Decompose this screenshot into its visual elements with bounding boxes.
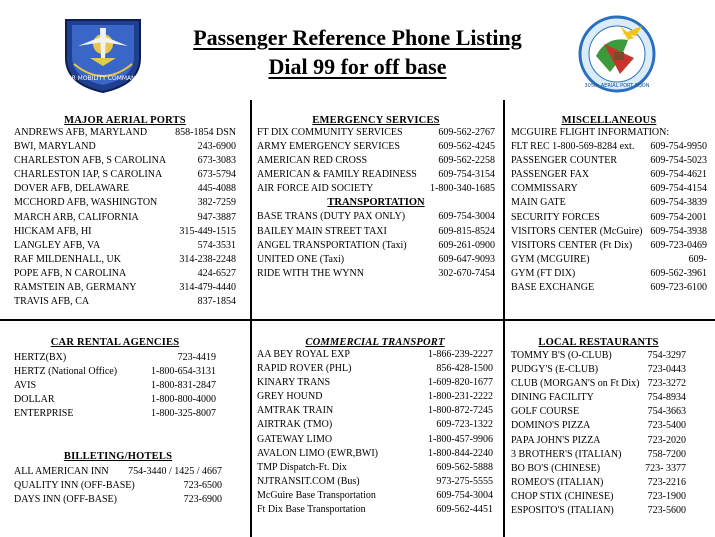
- listing-phone: 856-428-1500: [436, 363, 493, 375]
- listing-name: CHARLESTON AFB, S CAROLINA: [14, 155, 167, 167]
- listing-name: AIRTRAK (TMO): [257, 419, 333, 431]
- listing-name: RAPID ROVER (PHL): [257, 363, 352, 375]
- listing-row: [511, 504, 686, 518]
- listing-row: [257, 267, 495, 281]
- listing-name: BO BO'S (CHINESE): [511, 462, 601, 474]
- section-title: CAR RENTAL AGENCIES: [50, 337, 180, 348]
- listing-phone: 609-: [688, 253, 707, 265]
- listing-name: FLT REC 1-800-569-8284 ext.: [511, 141, 635, 153]
- listing-row: [14, 465, 222, 479]
- page-subtitle: Dial 99 for off base: [268, 54, 447, 79]
- listing-phone: 609-754-4621: [650, 169, 707, 181]
- listing-phone: 1-800-340-1685: [430, 183, 495, 195]
- listing-row: [511, 462, 686, 476]
- listing-name: GATEWAY LIMO: [257, 433, 333, 445]
- listing-row: [257, 475, 493, 489]
- listing-row: [14, 126, 236, 140]
- listing-row: [14, 239, 236, 253]
- aerial-port-squadron-logo: [576, 14, 658, 94]
- listing-row: [511, 363, 686, 377]
- local-restaurants-section: [511, 337, 686, 518]
- listing-name: DOMINO'S PIZZA: [511, 420, 591, 432]
- listing-name: MCCHORD AFB, WASHINGTON: [14, 197, 158, 209]
- listing-name: UNITED ONE (Taxi): [257, 253, 345, 265]
- listing-row: [257, 447, 493, 461]
- listing-phone: 754-3440 / 1425 / 4667: [128, 466, 222, 477]
- listing-row: [14, 154, 236, 168]
- listing-phone: 1-800-231-2222: [428, 391, 493, 403]
- listing-row: [257, 210, 495, 224]
- section-title: BILLETING/HOTELS: [63, 451, 173, 462]
- listing-name: McGuire Base Transportation: [257, 489, 376, 501]
- listing-phone: 723-1900: [647, 490, 686, 502]
- listing-phone: 723-2020: [647, 434, 686, 446]
- listing-phone: 1-866-239-2227: [428, 349, 493, 360]
- listing-row: [511, 349, 686, 363]
- listing-phone: 723-0443: [647, 364, 686, 376]
- listing-row: [511, 225, 707, 239]
- car-rental-section: [14, 337, 216, 421]
- listing-name: PUDGY'S (E-CLUB): [511, 364, 599, 376]
- listing-row: [257, 418, 493, 432]
- listing-name: DOLLAR: [14, 394, 55, 406]
- listing-row: [511, 448, 686, 462]
- listing-phone: 609-562-2767: [438, 127, 495, 138]
- listing-row: [511, 196, 707, 210]
- listing-row: [257, 168, 495, 182]
- listing-name: TOMMY B'S (O-CLUB): [511, 350, 612, 361]
- listing-phone: 723-3272: [647, 378, 686, 390]
- listing-row: [511, 253, 707, 267]
- listing-name: GYM (MCGUIRE): [511, 253, 590, 265]
- listing-phone: 754-8934: [647, 392, 686, 404]
- listing-phone: 609-261-0900: [438, 239, 495, 251]
- listing-row: [257, 225, 495, 239]
- listing-row: [511, 154, 707, 168]
- miscellaneous-section: [511, 115, 707, 295]
- listing-phone: 609-723-6100: [650, 282, 707, 294]
- listing-phone: 973-275-5555: [436, 475, 493, 487]
- listing-phone: 314-479-4440: [179, 282, 236, 294]
- listing-phone: 609-562-3961: [650, 267, 707, 279]
- listing-phone: 609-754-3154: [438, 169, 495, 181]
- listing-row: [257, 433, 493, 447]
- listing-row: [14, 253, 236, 267]
- listing-phone: 723-5600: [647, 505, 686, 517]
- listing-name: DINING FACILITY: [511, 392, 594, 404]
- listing-row: [511, 476, 686, 490]
- listing-row: [511, 405, 686, 419]
- listing-row: [257, 503, 493, 517]
- listing-name: AVIS: [14, 380, 37, 392]
- listing-name: COMMISSARY: [511, 183, 578, 195]
- listing-phone: 243-6900: [197, 141, 236, 153]
- listing-name: RAMSTEIN AB, GERMANY: [14, 282, 137, 294]
- listing-name: AMERICAN RED CROSS: [257, 155, 368, 167]
- listing-row: [14, 225, 236, 239]
- listing-phone: 609-723-1322: [436, 419, 493, 431]
- listing-name: ANGEL TRANSPORTATION (Taxi): [257, 239, 407, 251]
- listing-phone: 1-800-844-2240: [428, 447, 493, 459]
- listing-name: CHARLESTON IAP, S CAROLINA: [14, 169, 163, 181]
- section-title: LOCAL RESTAURANTS: [538, 337, 659, 348]
- listing-name: BASE TRANS (DUTY PAX ONLY): [257, 211, 406, 223]
- listing-row: [14, 211, 236, 225]
- listing-phone: 1-800-872-7245: [428, 405, 493, 417]
- listing-name: HERTZ (National Office): [14, 366, 118, 378]
- listing-phone: 1-800-654-3131: [151, 366, 216, 378]
- transportation-title: TRANSPORTATION: [327, 197, 425, 209]
- listing-row: [257, 348, 493, 362]
- listing-phone: 574-3531: [197, 239, 236, 251]
- section-title: EMERGENCY SERVICES: [312, 115, 440, 126]
- listing-name: VISITORS CENTER (McGuire): [511, 225, 643, 237]
- page-header: [0, 0, 715, 95]
- listing-row: [257, 239, 495, 253]
- listing-phone: 609-754-5023: [650, 155, 707, 167]
- listing-row: [257, 140, 495, 154]
- major-aerial-ports-section: [14, 115, 236, 309]
- listing-phone: 609-754-3004: [438, 211, 495, 223]
- listing-row: [511, 182, 707, 196]
- listing-name: FT DIX COMMUNITY SERVICES: [257, 127, 403, 138]
- listing-row: [14, 267, 236, 281]
- listing-name: BAILEY MAIN STREET TAXI: [257, 225, 387, 237]
- listing-row: [511, 267, 707, 281]
- listing-name: AIR FORCE AID SOCIETY: [257, 183, 374, 195]
- listing-name: DAYS INN (OFF-BASE): [14, 494, 117, 506]
- listing-row: [511, 126, 707, 140]
- listing-name: MAIN GATE: [511, 197, 566, 209]
- listing-phone: 609-754-3004: [436, 489, 493, 501]
- listing-name: MCGUIRE FLIGHT INFORMATION:: [511, 127, 670, 138]
- listing-phone: 723-6500: [183, 480, 222, 492]
- listing-phone: 609-723-0469: [650, 239, 707, 251]
- listing-name: ESPOSITO'S (ITALIAN): [511, 505, 614, 517]
- listing-name: SECURITY FORCES: [511, 211, 600, 223]
- listing-name: CLUB (MORGAN'S on Ft Dix): [511, 378, 640, 390]
- listing-phone: [703, 126, 707, 140]
- listing-name: AVALON LIMO (EWR,BWI): [257, 447, 379, 459]
- listing-phone: 947-3887: [197, 211, 236, 223]
- listing-phone: 723-6900: [183, 494, 222, 506]
- listing-row: [257, 461, 493, 475]
- listing-phone: 673-5794: [197, 169, 236, 181]
- emergency-services-section: [257, 115, 495, 281]
- listing-name: GREY HOUND: [257, 391, 323, 403]
- listing-phone: 609-647-9093: [438, 253, 495, 265]
- listing-name: KINARY TRANS: [257, 377, 331, 389]
- listing-row: [14, 351, 216, 365]
- listing-row: [14, 393, 216, 407]
- page-title: Passenger Reference Phone Listing: [193, 25, 522, 50]
- listing-name: HERTZ(BX): [14, 352, 67, 363]
- listing-row: [257, 182, 495, 196]
- listing-phone: 302-670-7454: [438, 267, 495, 279]
- listing-phone: 754-3297: [647, 350, 686, 361]
- listing-phone: 609-562-4245: [438, 141, 495, 153]
- listing-row: [511, 168, 707, 182]
- listing-name: AA BEY ROYAL EXP: [257, 349, 350, 360]
- listing-name: PAPA JOHN'S PIZZA: [511, 434, 601, 446]
- listing-name: POPE AFB, N CAROLINA: [14, 267, 127, 279]
- listing-phone: 609-562-4451: [436, 504, 493, 516]
- listing-phone: 609-754-4154: [650, 183, 707, 195]
- listing-phone: 673-3083: [197, 155, 236, 167]
- listing-row: [14, 140, 236, 154]
- listing-row: [14, 196, 236, 210]
- listing-row: [257, 390, 493, 404]
- left-logo-text: AIR MOBILITY COMMAND: [65, 75, 141, 82]
- listing-phone: 1-609-820-1677: [428, 377, 493, 389]
- listing-name: TMP Dispatch-Ft. Dix: [257, 461, 347, 473]
- listing-row: [14, 365, 216, 379]
- listing-name: BASE EXCHANGE: [511, 282, 595, 294]
- listing-phone: 1-800-831-2847: [151, 380, 216, 392]
- listing-row: [511, 211, 707, 225]
- section-title: MISCELLANEOUS: [561, 115, 657, 126]
- listing-phone: 382-7259: [197, 197, 236, 209]
- listing-name: ARMY EMERGENCY SERVICES: [257, 141, 400, 153]
- listing-phone: 609-754-9950: [650, 141, 707, 153]
- row-divider-col1: [0, 319, 250, 321]
- listing-name: Ft Dix Base Transportation: [257, 504, 366, 516]
- listing-name: QUALITY INN (OFF-BASE): [14, 480, 135, 492]
- listing-name: PASSENGER COUNTER: [511, 155, 618, 167]
- listing-row: [14, 182, 236, 196]
- listing-row: [14, 479, 222, 493]
- listing-row: [511, 281, 707, 295]
- commercial-transport-section: [257, 337, 493, 517]
- listing-phone: 754-3663: [647, 406, 686, 418]
- listing-row: [511, 419, 686, 433]
- row-divider-col2: [252, 319, 503, 321]
- listing-phone: 609-562-2258: [438, 155, 495, 167]
- listing-phone: 1-800-325-8007: [151, 408, 216, 420]
- listing-phone: 445-4088: [197, 183, 236, 195]
- listing-row: [257, 154, 495, 168]
- listing-phone: 723-5400: [647, 420, 686, 432]
- listing-row: [257, 126, 495, 140]
- listing-name: DOVER AFB, DELAWARE: [14, 183, 130, 195]
- listing-phone: 837-1854: [197, 296, 236, 308]
- listing-phone: 315-449-1515: [179, 225, 236, 237]
- listing-row: [511, 391, 686, 405]
- section-title: MAJOR AERIAL PORTS: [64, 115, 186, 126]
- listing-name: LANGLEY AFB, VA: [14, 239, 101, 251]
- right-logo-text: 305th AERIAL PORT SQDN: [584, 83, 650, 89]
- listing-name: ALL AMERICAN INN: [14, 466, 109, 477]
- listing-row: [257, 404, 493, 418]
- listing-phone: 723-2216: [647, 476, 686, 488]
- listing-phone: 1-800-457-9906: [428, 433, 493, 445]
- listing-name: RAF MILDENHALL, UK: [14, 253, 121, 265]
- listing-phone: 758-7200: [647, 448, 686, 460]
- listing-row: [14, 295, 236, 309]
- listing-phone: 723-4419: [177, 352, 216, 363]
- listing-row: [511, 140, 707, 154]
- listing-row: [257, 489, 493, 503]
- listing-name: VISITORS CENTER (Ft Dix): [511, 239, 633, 251]
- listing-phone: 609-562-5888: [436, 461, 493, 473]
- listing-name: CHOP STIX (CHINESE): [511, 490, 614, 502]
- listing-name: TRAVIS AFB, CA: [14, 296, 90, 308]
- listing-phone: 314-238-2248: [179, 253, 236, 265]
- listing-name: ENTERPRISE: [14, 408, 74, 420]
- listing-row: [257, 376, 493, 390]
- listing-name: AMERICAN & FAMILY READINESS: [257, 169, 417, 181]
- listing-name: NJTRANSIT.COM (Bus): [257, 475, 360, 487]
- listing-name: ROMEO'S (ITALIAN): [511, 476, 604, 488]
- listing-row: [14, 168, 236, 182]
- listing-name: GYM (FT DIX): [511, 267, 576, 279]
- listing-name: PASSENGER FAX: [511, 169, 590, 181]
- listing-name: HICKAM AFB, HI: [14, 225, 92, 237]
- listing-phone: 609-815-8524: [438, 225, 495, 237]
- listing-name: BWI, MARYLAND: [14, 141, 96, 153]
- listing-row: [511, 239, 707, 253]
- listing-name: RIDE WITH THE WYNN: [257, 267, 364, 279]
- listing-row: [14, 493, 222, 507]
- listing-name: AMTRAK TRAIN: [257, 405, 334, 417]
- listing-phone: 424-6527: [197, 267, 236, 279]
- listing-row: [511, 377, 686, 391]
- listing-row: [14, 379, 216, 393]
- listing-name: 3 BROTHER'S (ITALIAN): [511, 448, 622, 460]
- listing-phone: 609-754-3839: [650, 197, 707, 209]
- listing-row: [511, 434, 686, 448]
- listing-row: [257, 253, 495, 267]
- section-title: COMMERCIAL TRANSPORT: [305, 337, 445, 348]
- listing-phone: 1-800-800-4000: [151, 394, 216, 406]
- listing-row: [257, 362, 493, 376]
- listing-phone: 858-1854 DSN: [175, 127, 236, 138]
- listing-name: GOLF COURSE: [511, 406, 580, 418]
- listing-row: [511, 490, 686, 504]
- listing-name: ANDREWS AFB, MARYLAND: [14, 127, 148, 138]
- row-divider-col3: [505, 319, 715, 321]
- listing-phone: 609-754-2001: [650, 211, 707, 223]
- listing-row: [14, 407, 216, 421]
- listing-phone: 723- 3377: [645, 462, 686, 474]
- listing-name: MARCH ARB, CALIFORNIA: [14, 211, 139, 223]
- billeting-section: [14, 451, 222, 507]
- listing-row: [14, 281, 236, 295]
- listing-phone: 609-754-3938: [650, 225, 707, 237]
